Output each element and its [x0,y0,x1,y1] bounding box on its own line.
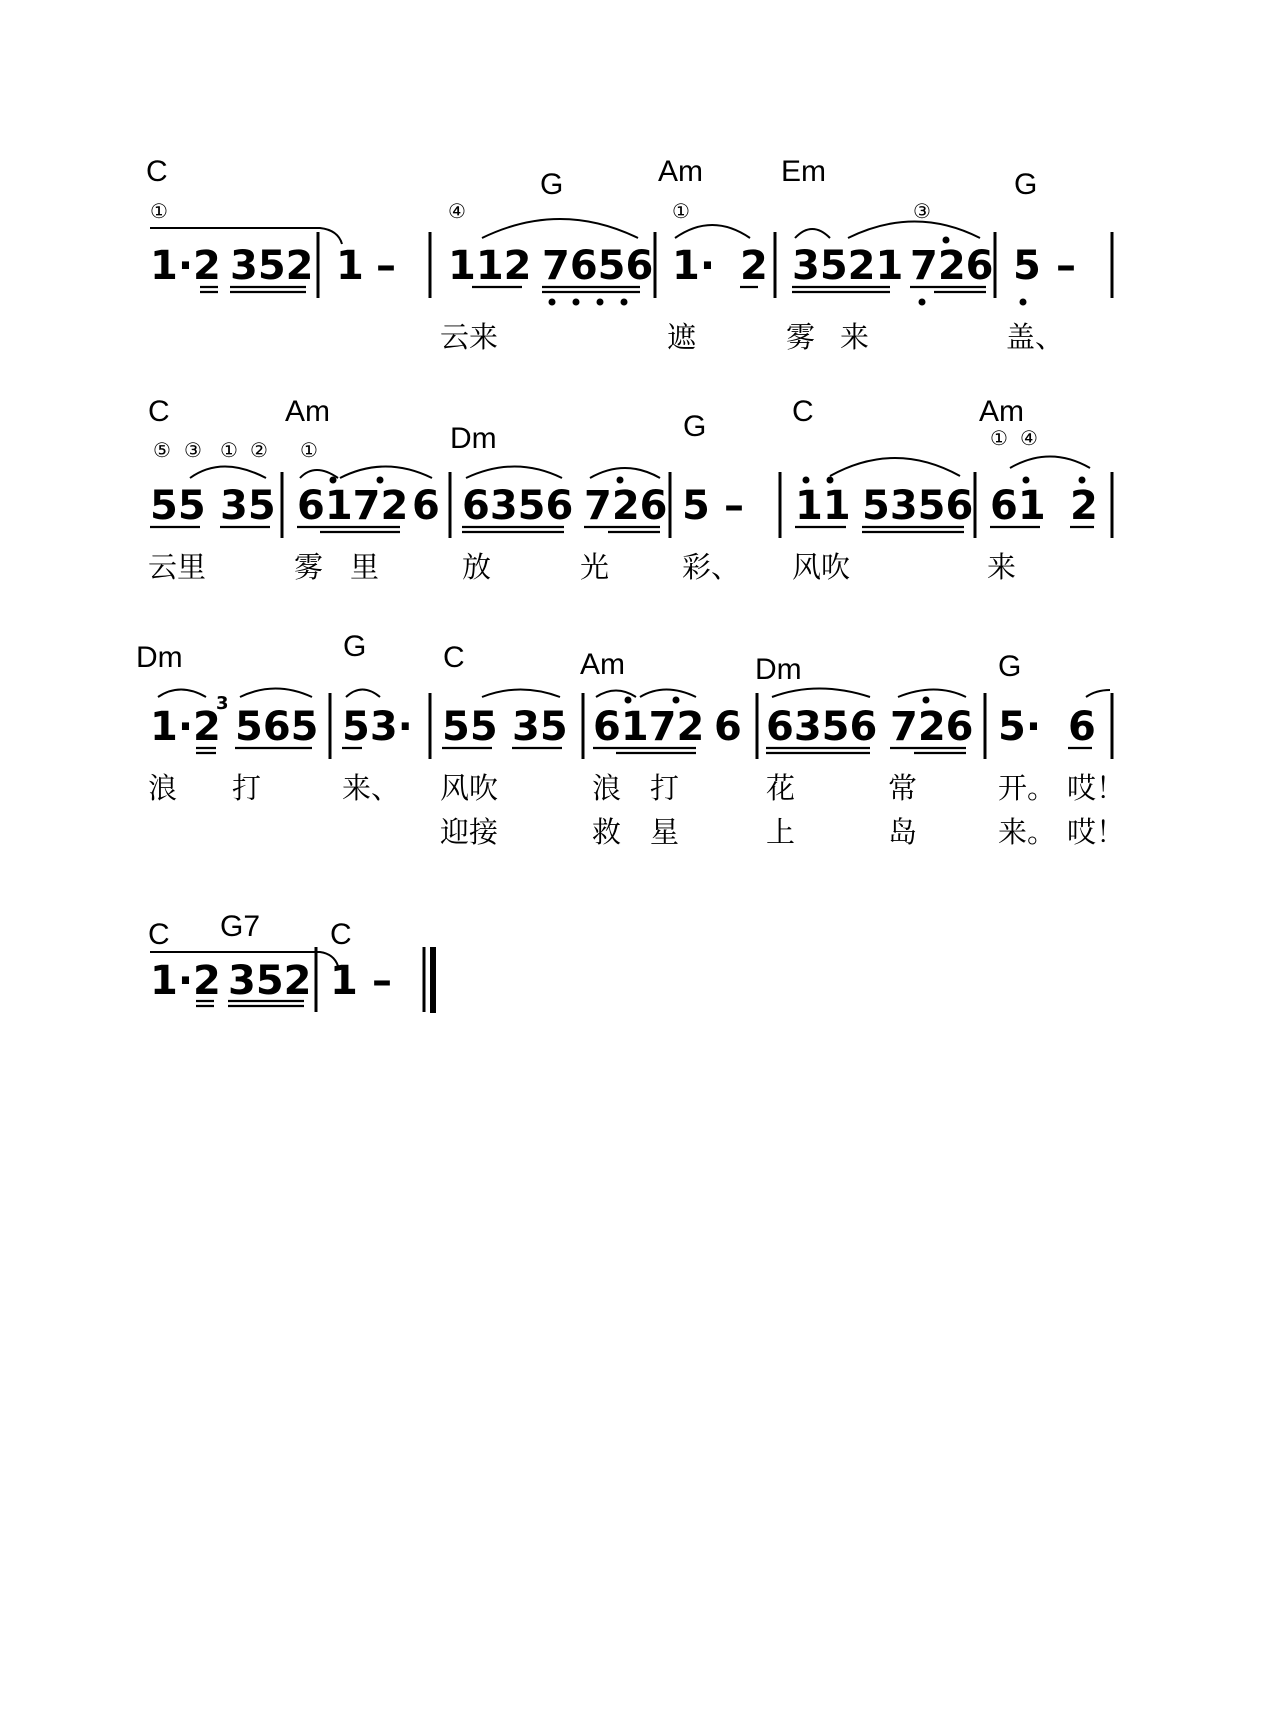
notes: 1· [672,243,716,289]
lyric: 岛 [888,815,918,849]
chord: C [146,155,168,188]
lyric: 浪 [592,771,622,805]
notes: 5 [682,483,710,529]
notes: – [1056,243,1076,289]
notes: 726 [910,243,994,289]
notes: 53· [342,704,413,750]
notes: 6 [1068,704,1096,750]
fingering: ③ [913,199,931,223]
chord: C [330,918,352,951]
chord: Am [285,395,330,428]
lyric: 花 [766,771,796,805]
fingering: ① [300,438,318,462]
lyric: 来。 [998,815,1057,849]
chord: G [1014,168,1038,201]
notes: 1·2 [150,243,221,289]
lyric: 盖、 [1006,320,1065,354]
notes: 6172 [593,704,705,750]
lyric: 星 [650,815,680,849]
chord: C [792,395,814,428]
notes: 112 [448,243,532,289]
notes: 2 [1070,483,1098,529]
lyric: 打 [650,771,680,805]
notes: 6356 [766,704,878,750]
lyric: 光 [580,550,610,584]
notes: 5· [998,704,1042,750]
lyric: 来 [987,550,1017,584]
chord: G7 [220,910,261,943]
chord: G [540,168,564,201]
lyric: 打 [232,771,262,805]
chord: Am [658,155,703,188]
lyric: 云里 [148,550,207,584]
notes: 6356 [462,483,574,529]
notes: 565 [235,704,319,750]
chord: G [998,650,1022,683]
lyric: 常 [888,771,918,805]
fingering: ④ [1020,426,1038,450]
lyric: 上 [766,815,796,849]
notes: 35 [220,483,276,529]
lyric: 放 [462,550,492,584]
fingering: ⑤ [153,438,171,462]
notes: 1 [336,243,364,289]
chord: Am [580,648,625,681]
chord: Em [781,155,826,188]
lyric: 里 [350,550,380,584]
notes: 6 [714,704,742,750]
chord: C [148,395,170,428]
lyric: 来 [840,320,870,354]
notes: – [376,243,396,289]
notes: 352 [230,243,314,289]
notes: 6 [412,483,440,529]
lyric: 彩、 [682,550,741,584]
notes: 5 [1013,243,1041,289]
lyric: 风吹 [792,550,851,584]
notes: 11 [795,483,851,529]
lyric: 风吹 [440,771,499,805]
notes: 726 [890,704,974,750]
notes: 55 [442,704,498,750]
chord: C [148,918,170,951]
lyric: 遮 [667,320,697,354]
notes: 35 [512,704,568,750]
lyric: 哎！ [1067,815,1126,849]
notes: 1·2 [150,704,221,750]
fingering: ② [250,438,268,462]
notes: 1 [330,958,358,1004]
lyric: 雾 [786,320,816,354]
lyric: 哎！ [1067,771,1126,805]
notes: – [372,958,392,1004]
lyric: 云来 [440,320,499,354]
notes: 5356 [862,483,974,529]
lyric: 迎接 [440,815,499,849]
chord: C [443,641,465,674]
triplet-mark: 3 [216,693,229,714]
fingering: ① [990,426,1008,450]
fingering: ① [672,199,690,223]
chord: Am [979,395,1024,428]
chord: Dm [755,653,802,686]
notes: 61 [990,483,1046,529]
notes: 352 [228,958,312,1004]
chord: G [683,410,707,443]
lyric: 救 [592,815,622,849]
lyric: 浪 [148,771,178,805]
lyric: 雾 [294,550,324,584]
notes: – [724,483,744,529]
notes: 2 [740,243,768,289]
fingering: ③ [184,438,202,462]
fingering: ① [150,199,168,223]
notes: 726 [584,483,668,529]
notes: 3521 [792,243,904,289]
chord: Dm [450,422,497,455]
fingering: ④ [448,199,466,223]
notes: 1·2 [150,958,221,1004]
notes: 6172 [297,483,409,529]
notes: 55 [150,483,206,529]
chord: G [343,630,367,663]
lyric: 来、 [342,771,401,805]
chord: Dm [136,641,183,674]
fingering: ① [220,438,238,462]
lyric: 开。 [998,771,1057,805]
notes: 7656 [542,243,654,289]
